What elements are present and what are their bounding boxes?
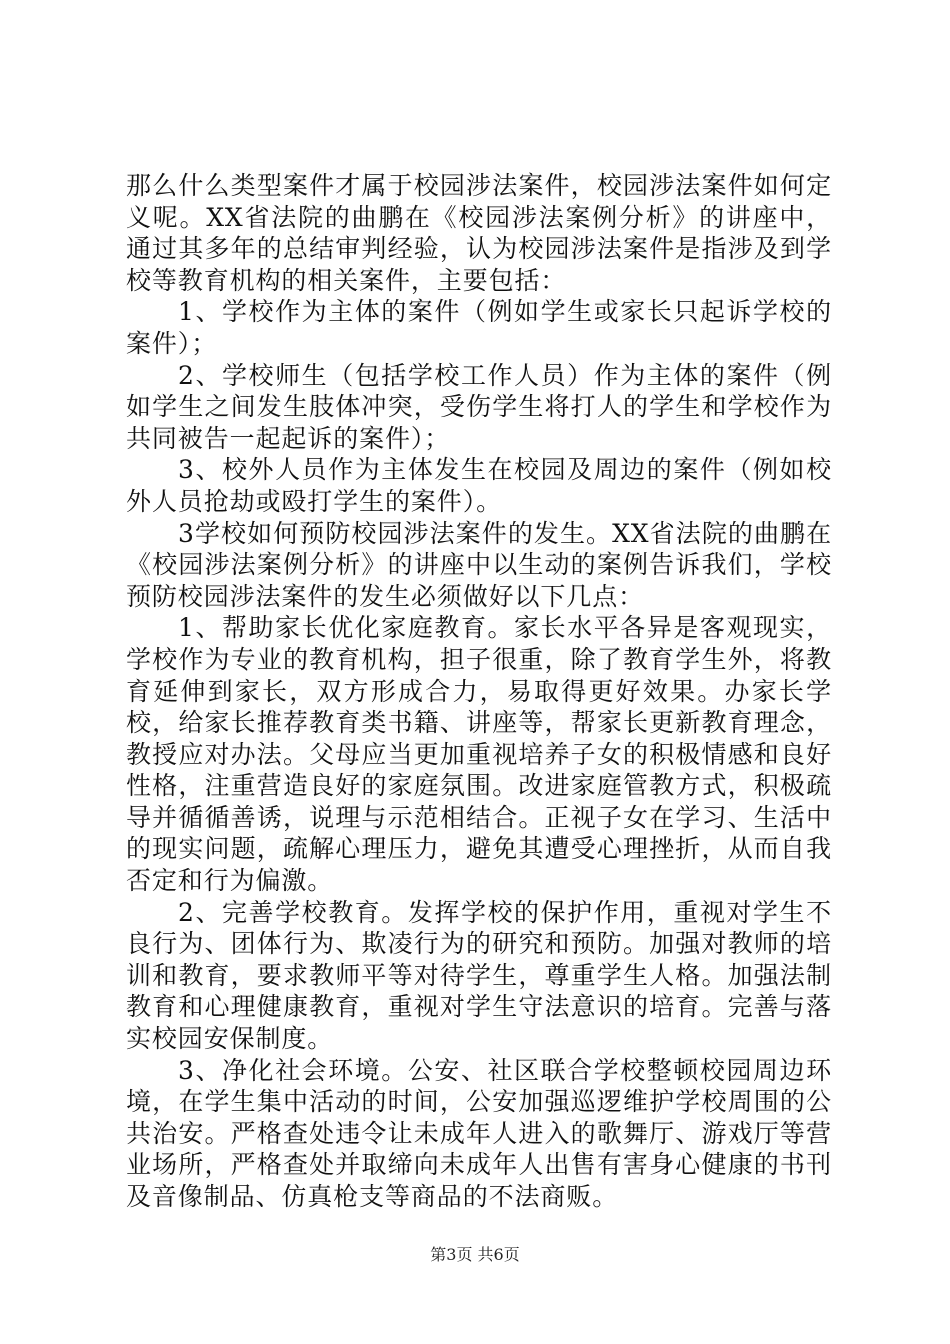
paragraph-prevention-2: 2、完善学校教育。发挥学校的保护作用，重视对学生不良行为、团体行为、欺凌行为的研究和预防。加强对教师的培训和教育，要求教师平等对待学生，尊重学生人格。加强法制教育和心理健康教育，重视对学生守法意识的培育。完善与落实校园安保制度。: [126, 897, 832, 1054]
paragraph-prevention-intro: 3学校如何预防校园涉法案件的发生。XX省法院的曲鹏在《校园涉法案例分析》的讲座中以生动的案例告诉我们，学校预防校园涉法案件的发生必须做好以下几点：: [126, 518, 832, 611]
paragraph-case-type-1: 1、学校作为主体的案件（例如学生或家长只起诉学校的案件）；: [126, 297, 832, 358]
paragraph-case-type-3: 3、校外人员作为主体发生在校园及周边的案件（例如校外人员抢劫或殴打学生的案件）。: [126, 455, 832, 516]
document-body: [126, 170, 832, 1213]
paragraph-prevention-3: 3、净化社会环境。公安、社区联合学校整顿校园周边环境，在学生集中活动的时间，公安加强巡逻维护学校周围的公共治安。严格查处违令让未成年人进入的歌舞厅、游戏厅等营业场所，严格查处并取缔向未成年人出售有害身心健康的书刊及音像制品、仿真枪支等商品的不法商贩。: [126, 1055, 832, 1211]
paragraph-intro: 那么什么类型案件才属于校园涉法案件，校园涉法案件如何定义呢。XX省法院的曲鹏在《校园涉法案例分析》的讲座中，通过其多年的总结审判经验，认为校园涉法案件是指涉及到学校等教育机构的相关案件，主要包括：: [126, 171, 832, 295]
paragraph-prevention-1: 1、帮助家长优化家庭教育。家长水平各异是客观现实，学校作为专业的教育机构，担子很重，除了教育学生外，将教育延伸到家长，双方形成合力，易取得更好效果。办家长学校，给家长推荐教育类书籍、讲座等，帮家长更新教育理念，教授应对办法。父母应当更加重视培养子女的积极情感和良好性格，注重营造良好的家庭氛围。改进家庭管教方式，积极疏导并循循善诱，说理与示范相结合。正视子女在学习、生活中的现实问题，疏解心理压力，避免其遭受心理挫折，从而自我否定和行为偏激。: [126, 613, 832, 896]
paragraph-case-type-2: 2、学校师生（包括学校工作人员）作为主体的案件（例如学生之间发生肢体冲突，受伤学生将打人的学生和学校作为共同被告一起起诉的案件）；: [126, 360, 832, 453]
page-number-footer: 第3页 共6页: [430, 1245, 520, 1264]
